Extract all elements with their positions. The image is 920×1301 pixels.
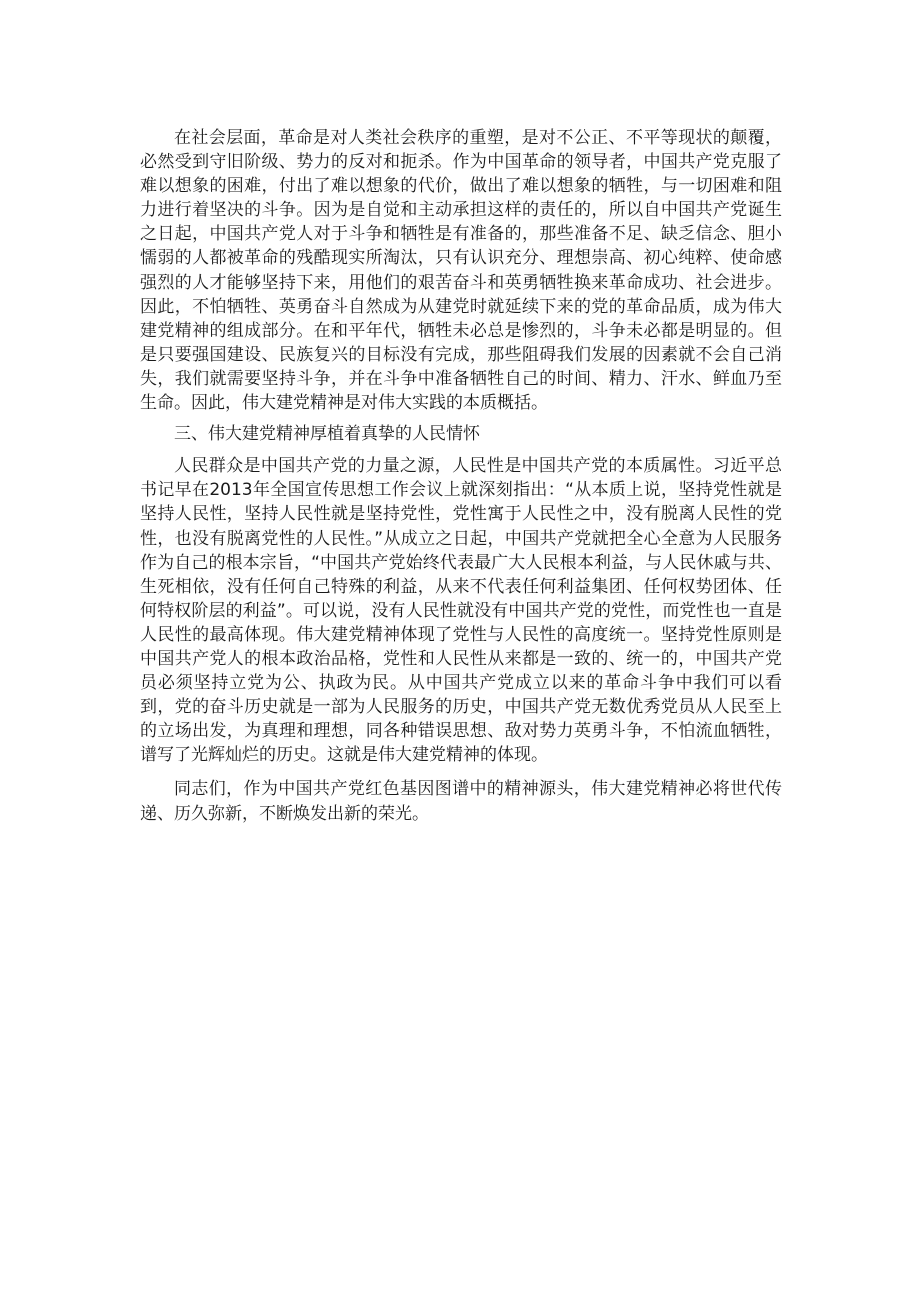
section-heading: 三、伟大建党精神厚植着真挚的人民情怀 — [174, 424, 480, 445]
paragraph-social-revolution: 在社会层面，革命是对人类社会秩序的重塑，是对不公正、不平等现状的颠覆，必然受到守旧阶级、势力的反对和扼杀。作为中国革命的领导者，中国共产党克服了难以想象的困难，付出了难以想象的代价，做出了难以想象的牺牲，与一切困难和阻力进行着坚决的斗争。因为是自觉和主动承担这样的责任的，所以自中国共产党诞生之日起，中国共产党人对于斗争和牺牲是有准备的，那些准备不足、缺乏信念、胆小懦弱的人都被革命的残酷现实所淘汰，只有认识充分、理想崇高、初心纯粹、使命感强烈的人才能够坚持下来，用他们的艰苦奋斗和英勇牺牲换来革命成功、社会进步。因此，不怕牺牲、英勇奋斗自然成为从建党时就延续下来的党的革命品质，成为伟大建党精神的组成部分。在和平年代，牺牲未必总是惨烈的，斗争未必都是明显的。但是只要强国建设、民族复兴的目标没有完成，那些阻碍我们发展的因素就不会自己消失，我们就需要坚持斗争，并在斗争中准备牺牲自己的时间、精力、汗水、鲜血乃至生命。因此，伟大建党精神是对伟大实践的本质概括。 — [140, 128, 782, 414]
document-body — [140, 126, 782, 826]
paragraph-closing: 同志们，作为中国共产党红色基因图谱中的精神源头，伟大建党精神必将世代传递、历久弥新，不断焕发出新的荣光。 — [140, 779, 782, 824]
paragraph-people-nature: 人民群众是中国共产党的力量之源，人民性是中国共产党的本质属性。习近平总书记早在2013年全国宣传思想工作会议上就深刻指出：“从本质上说，坚持党性就是坚持人民性，坚持人民性就是坚持党性，党性寓于人民性之中，没有脱离人民性的党性，也没有脱离党性的人民性。”从成立之日起，中国共产党就把全心全意为人民服务作为自己的根本宗旨，“中国共产党始终代表最广大人民根本利益，与人民休戚与共、生死相依，没有任何自己特殊的利益，从来不代表任何利益集团、任何权势团体、任何特权阶层的利益”。可以说，没有人民性就没有中国共产党的党性，而党性也一直是人民性的最高体现。伟大建党精神体现了党性与人民性的高度统一。坚持党性原则是中国共产党人的根本政治品格，党性和人民性从来都是一致的、统一的，中国共产党员必须坚持立党为公、执政为民。从中国共产党成立以来的革命斗争中我们可以看到，党的奋斗历史就是一部为人民服务的历史，中国共产党无数优秀党员从人民至上的立场出发，为真理和理想，同各种错误思想、敌对势力英勇斗争，不怕流血牺牲，谱写了光辉灿烂的历史。这就是伟大建党精神的体现。 — [140, 456, 782, 766]
